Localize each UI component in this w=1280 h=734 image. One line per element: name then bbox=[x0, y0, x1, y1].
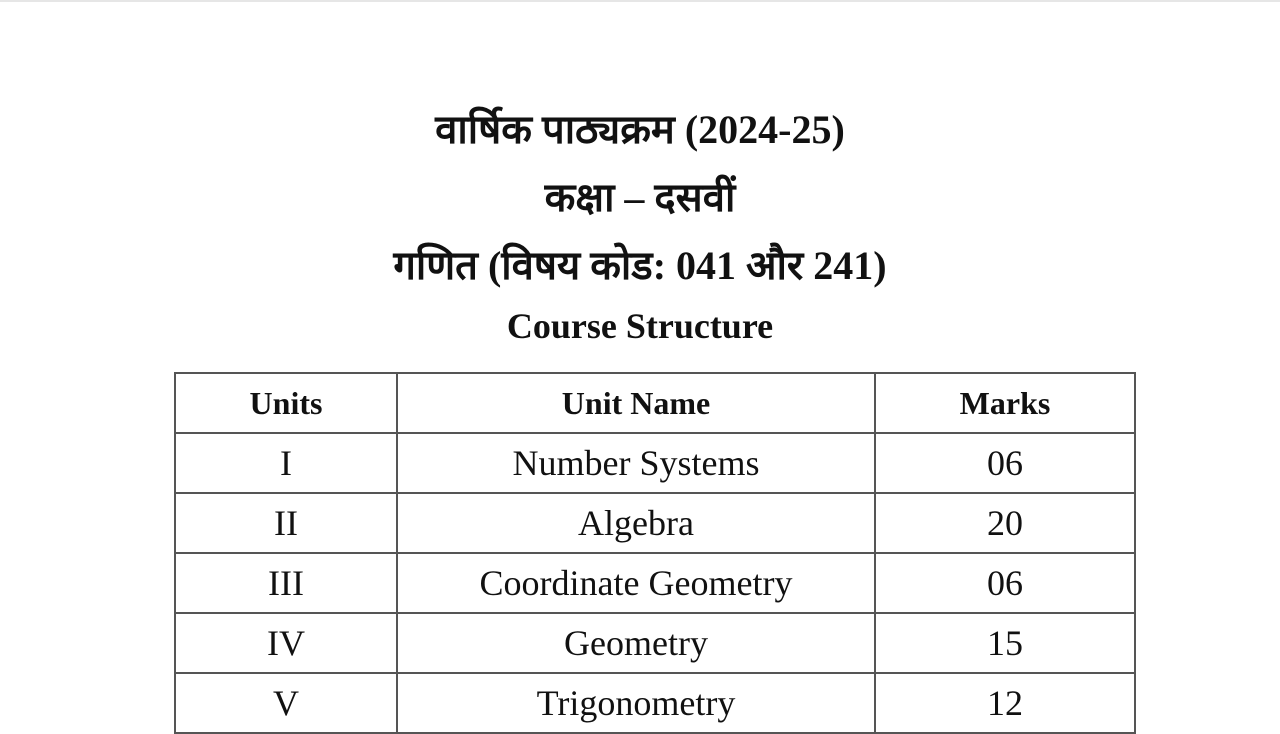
top-divider bbox=[0, 0, 1280, 2]
unit-number: III bbox=[175, 553, 397, 613]
unit-marks: 06 bbox=[875, 553, 1135, 613]
unit-marks: 15 bbox=[875, 613, 1135, 673]
table-row bbox=[175, 433, 1135, 493]
header-units: Units bbox=[175, 373, 397, 433]
unit-number: IV bbox=[175, 613, 397, 673]
unit-name: Number Systems bbox=[397, 433, 875, 493]
unit-name: Trigonometry bbox=[397, 673, 875, 733]
unit-marks: 06 bbox=[875, 433, 1135, 493]
table-header-row bbox=[175, 373, 1135, 433]
document-title: वार्षिक पाठ्यक्रम (2024-25) bbox=[435, 107, 845, 152]
table-row bbox=[175, 613, 1135, 673]
header-unit-name: Unit Name bbox=[397, 373, 875, 433]
table-row bbox=[175, 493, 1135, 553]
class-heading: कक्षा – दसवीं bbox=[544, 175, 736, 220]
unit-number: V bbox=[175, 673, 397, 733]
course-structure-heading: Course Structure bbox=[506, 306, 774, 346]
unit-name: Algebra bbox=[397, 493, 875, 553]
header-marks: Marks bbox=[875, 373, 1135, 433]
unit-number: I bbox=[175, 433, 397, 493]
course-structure-table bbox=[174, 372, 1136, 734]
unit-marks: 20 bbox=[875, 493, 1135, 553]
subject-heading: गणित (विषय कोड: 041 और 241) bbox=[393, 243, 887, 288]
unit-number: II bbox=[175, 493, 397, 553]
unit-name: Geometry bbox=[397, 613, 875, 673]
unit-name: Coordinate Geometry bbox=[397, 553, 875, 613]
table-row bbox=[175, 673, 1135, 733]
table-row bbox=[175, 553, 1135, 613]
unit-marks: 12 bbox=[875, 673, 1135, 733]
